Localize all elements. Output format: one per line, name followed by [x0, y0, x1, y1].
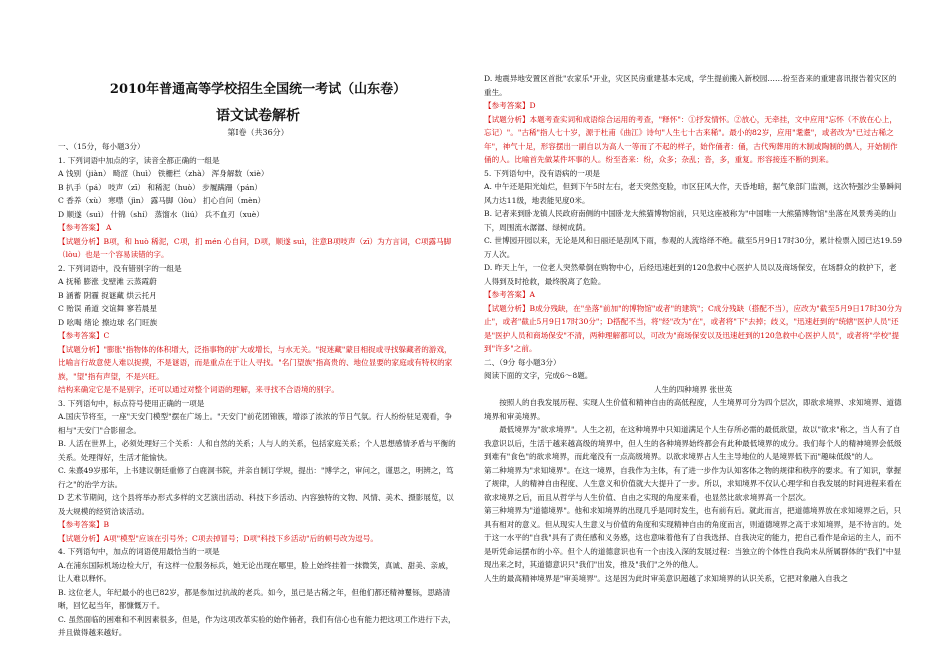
left-paragraph: A 饯别（jiàn） 畸涩（huì） 铁栅栏（zhà） 浑身解数（xiè） [58, 169, 269, 178]
left-paragraph: 3. 下列语句中，标点符号使用正确的一项是 [58, 398, 205, 408]
left-paragraph: D 吆喝 绪论 擦边球 名门旺族 [58, 317, 158, 327]
right-paragraph: 第二种境界为"求知境界"。在这一境界，自我作为主体，有了进一步作为认知客体之物的规律和秩序的要求。有了知识，掌握了规律，人的精神自由程度、人生意义和价值就大大提升了一步。所以，求知境界不仅认心理学和自我发展的时间进程来看在欲求境界之后，而且从哲学与人生价值、自由之实现的角度来看，也显然比欲求境界高一个层次。 [484, 465, 902, 502]
left-paragraph: 【参考答案】B [58, 520, 110, 529]
right-column [484, 72, 902, 585]
left-paragraph: 【试题分析】B项，和 huò 稀泥，C项，扪 mén 心自问，D项，顺遂 suì，注意B项吱声（zī）为方言词，C项露马脚（lòu）也是一个容易读错的字。 [58, 236, 452, 259]
left-paragraph: A 抚稀 膨涨 戈壁滩 云蒸霞蔚 [58, 277, 157, 286]
right-paragraph: 【试题分析】本题考查实词和成语综合运用的考查，"释怀"：①抒发情怀。②放心，无牵挂，文中应用"忘怀（不放在心上，忘记）"。"古稀"指人七十岁，源于杜甫《曲江》诗句"人生七十古来稀"。最小的82岁，应用"耄耋"，或者改为"已过古稀之年"，神气十足，形容摆出一副自以为高人一等而了不起的样子，始作俑者：俑，古代殉葬用的木制或陶制的偶人，开始制作俑的人。比喻首先做某件坏事的人。纷至沓来：纷，众多；杂乱；沓，多，重复。形容接连不断的到来。 [484, 114, 898, 164]
right-paragraph: 【参考答案】A [484, 290, 536, 299]
right-paragraph: C. 世博园开园以来，无论是风和日丽还是刮风下雨，参观的人流络绎不绝。截至5月9日17时30分，累计检票入园已达19.59万人次。 [484, 236, 902, 259]
left-paragraph: B. 人活在世界上，必须处理好三个关系：人和自然的关系；人与人的关系，包括家庭关系；个人思想感情矛盾与平衡的关系。处理得好，生活才能愉快。 [58, 439, 456, 462]
right-paragraph: 阅读下面的文字，完成6～8题。 [484, 371, 593, 380]
right-paragraph: D. 昨天上午，一位老人突然晕倒在购物中心，后经迅速赶到的120急救中心医护人员以及商场保安，在场群众的救护下，老人得到及时抢救，最终脱离了危险。 [484, 263, 897, 286]
right-paragraph: 最低境界为"欲求境界"。人生之初，在这种境界中只知道满足个人生存所必需的最低欲望，故以"欲求"称之，当人有了自我意识以后，生活于越来越高级的境界中，但人生的各种境界始终都会有此种最低境界的成分。我们每个人的精神境界会低级到难有"食色"的欲求境界，而此毫没有一点高级境界。以欲求境界占人生主导地位的人是境界低下而"趣味低级"的人。 [484, 425, 902, 461]
document-subtitle: 语文试卷解析 [216, 108, 300, 124]
left-paragraph: C 香养（xù） 寒噤（jìn） 露马脚（lòu） 扪心自问（mèn） [58, 196, 266, 205]
right-paragraph: A. 中午还是阳光灿烂，但到下午5时左右，老天突然变脸，市区狂风大作，天昏地暗，据气象部门监测，这次特强沙尘暴瞬间风力达11级，地表能见度0米。 [484, 182, 902, 205]
left-paragraph: B 涵蓄 阴霾 捉谜藏 烘云托月 [58, 290, 157, 300]
right-paragraph: 【试题分析】B成分残缺，在"坐落"前加"的博物馆"或者"的建筑"；C成分残缺（搭配不当），应改为"截至5月9日17时30分为止"，或者"截止5月9日17时30分"；D搭配不当，将"经"改为"在"，或者将"下"去掉；歧义，"迅速赶到的"统辖"医护人员"还是"医护人员和商场保安"不清，两种理解都可以，可改为"商场保安以及迅速赶到的120急救中心医护人员"，或者将"学校"提到"许多"之前。 [484, 303, 902, 353]
right-paragraph: 二、（9分 每小题3分） [484, 357, 561, 367]
right-paragraph: 按照人的自我发展历程、实现人生价值和精神自由的高低程度，人生境界可分为四个层次，即欲求境界、求知境界、道德境界和审美境界。 [484, 398, 902, 421]
left-paragraph: 1. 下列词语中加点的字，读音全都正确的一组是 [58, 155, 220, 165]
left-paragraph: 2. 下列词语中，没有错别字的一组是 [58, 263, 182, 273]
right-paragraph: 5. 下列语句中，没有语病的一项是 [484, 168, 600, 178]
right-paragraph: 人生的四种境界 张世英 [653, 384, 733, 394]
right-paragraph: 【参考答案】D [484, 101, 536, 110]
left-paragraph: D 顺遂（suì） 什锦（shí） 蒸馏水（liú） 兵不血刃（xuè） [58, 209, 264, 219]
exam-title: 2010年普通高等学校招生全国统一考试（山东卷） [109, 82, 407, 97]
left-paragraph: B 扒手（pá） 吱声（zī） 和稀泥（huò） 步履蹒跚（pán） [58, 182, 262, 192]
right-paragraph: 第三种境界为"道德境界"。他和求知境界的出现几乎是同时发生，也有前有后。就此而言，把道德境界放在求知境界之后，只具有相对的意义。但从现实人生意义与价值的角度和实现精神自由的角度而言，则道德境界之高于求知境界，是不待言的。处于这一水平的"自我"具有了责任感和义务感，这也意味着他有了自我选择、自我决定的能力，把自己看作是命运的主人，而不是听凭命运摆布的小卒。但个人的道德意识也有一个由浅入深的发展过程：当独立的个体性自我尚未从所属群体的"我们"中显现出来之时，其道德意识只"我们"出发，推及"我们"之外的他人。 [484, 506, 902, 569]
left-paragraph: 【参考答案】 A [58, 223, 112, 232]
left-paragraph: D 艺术节期间，这个县将举办形式多样的文艺演出活动、科技下乡活动、内容独特的文物、风情、美术、摄影展览，以及大规模的经贸洽谈活动。 [58, 493, 454, 516]
section-heading: 第Ⅰ卷（共36分） [227, 128, 289, 137]
left-paragraph: 【试题分析】A项"模型"应该在引号外；C项去掉冒号；D项"科技下乡活动"后的顿号改为逗号。 [58, 533, 378, 543]
left-paragraph: 【参考答案】C [58, 331, 110, 340]
left-paragraph: 一、（15分，每小题3分） [58, 142, 145, 151]
left-paragraph: A.国庆节将至，一座"天安门模型"摆在广场上。"天安门"前花团锦簇，增添了浓浓的节日气氛。行人纷纷驻足观看，争相与"天安门"合影留念。 [58, 412, 452, 435]
right-paragraph: 人生的最高精神境界是"审美境界"。这是因为此时审美意识超越了求知境界的认识关系，它把对象融入自我之 [484, 573, 848, 583]
left-paragraph: 结构来确定它是不是别字，还可以通过对整个词语的理解，来寻找不合语境的别字。 [58, 385, 339, 394]
left-paragraph: C. 朱熹49岁那年，上书建议朝廷重修了白鹿洞书院，并亲自制订学规，提出："博学之，审问之，谨思之，明辨之，笃行之"的治学方法。 [58, 466, 454, 489]
left-paragraph: 【试题分析】"膨胀"指物体的体积增大，泛指事物的扩大或增长，与水无关。"捉迷藏"蒙目相捉或寻找躲藏者的游戏，比喻言行故意使人难以捉摸，不是谜语，而是重点在于让人寻找。"名门望族"指高贵的、地位显要的家庭或有特权的家族，"望"指有声望，不是兴旺。 [58, 344, 453, 381]
left-paragraph: 4. 下列语句中，加点的词语使用最恰当的一项是 [58, 547, 220, 556]
right-paragraph: B. 记者来到卧龙镇人民政府南侧的中国卧龙大熊猫博物馆前，只见这座被称为"中国唯一大熊猫博物馆"坐落在风景秀美的山下，周围流水潺潺、绿树成荫。 [484, 209, 897, 232]
left-paragraph: B. 这位老人，年纪最小的也已82岁，都是参加过抗战的老兵。如今，虽已是古稀之年，但他们都还精神矍铄，思路清晰，回忆起当年，都慷慨万千。 [58, 587, 451, 610]
left-paragraph: A.在浦东国际机场边检大厅，有这样一位服务标兵，她无论出现在哪里，脸上始终挂着一抹微笑，真诚、甜美、亲戚，让人难以释怀。 [58, 560, 454, 583]
left-paragraph: C 贻误 甬道 交谊舞 寥若晨星 [58, 304, 157, 313]
right-paragraph: D. 地震异地安置区首批"农家乐"开业，灾区民房重建基本完成，学生提前搬入新校园……扮至沓来的重建喜讯报告着灾区的重生。 [484, 74, 897, 97]
left-paragraph: C. 虽然面临的困难和不利因素很多，但是，作为这项改革实验的始作俑者，我们有信心也有能力把这项工作进行下去，并且做得越来越好。 [58, 614, 456, 637]
left-column-body [58, 140, 458, 640]
